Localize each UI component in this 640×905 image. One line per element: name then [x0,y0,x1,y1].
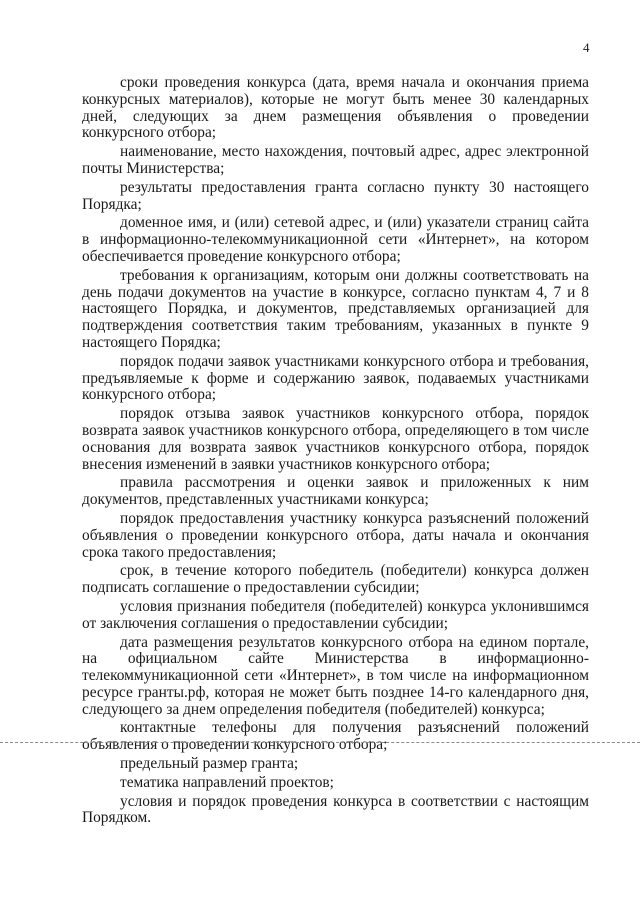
paragraph-clarifications: порядок предоставления участнику конкурса разъяснений положений объявления о проведении конкурсного отбора, даты начала и окончания срока такого предоставления; [82,509,589,561]
paragraph-grant-limit: предельный размер гранта; [120,755,299,773]
paragraph-website: доменное имя, и (или) сетевой адрес, и (или) указатели страниц сайта в информационно-телекоммуникационной сети «Интернет», на котором обеспечивается проведение конкурсного отбора; [82,214,589,265]
paragraph-contest-dates: сроки проведения конкурса (дата, время начала и окончания приема конкурсных материалов), которые не могут быть менее 30 календарных дней, следующих за днем размещения объявления о проведении конкурсного отбора; [82,74,589,142]
paragraph-contact-phones: контактные телефоны для получения разъяснений положений объявления о проведении конкурсного отбора; [82,719,589,754]
paragraph-application-procedure: порядок подачи заявок участниками конкурсного отбора и требования, предъявляемые к форме и содержанию заявок, подаваемых участниками конкурсного отбора; [82,352,589,404]
document-body [82,75,589,829]
paragraph-contest-conditions: условия и порядок проведения конкурса в соответствии с настоящим Порядком. [82,792,589,827]
paragraph-evasion-conditions: условия признания победителя (победителей) конкурса уклонившимся от заключения соглашения о предоставлении субсидии; [82,597,589,632]
paragraph-application-withdrawal: порядок отзыва заявок участников конкурсного отбора, порядок возврата заявок участников конкурсного отбора, определяющего в том числе основания для возврата заявок участников конкурсного отбора, порядок внесения изменений в заявки участников конкурсного отбора; [82,405,589,473]
paragraph-organization-requirements: требования к организациям, которым они должны соответствовать на день подачи документов на участие в конкурсе, согласно пунктам 4, 7 и 8 настоящего Порядка, и документов, представляемых организацией для подтверждения соответствия таким требованиям, указанных в пункте 9 настоящего Порядка; [82,266,589,351]
paragraph-evaluation-rules: правила рассмотрения и оценки заявок и приложенных к ним документов, представленных участниками конкурса; [82,474,589,509]
paragraph-project-topics: тематика направлений проектов; [120,773,334,791]
paragraph-ministry-address: наименование, место нахождения, почтовый адрес, адрес электронной почты Министерства; [82,143,589,177]
scan-artifact-line [0,742,640,743]
paragraph-grant-results: результаты предоставления гранта согласно пункту 30 настоящего Порядка; [82,178,589,213]
paragraph-results-publication: дата размещения результатов конкурсного отбора на едином портале, на официальном сайте Министерства в информационно-телекоммуникационной сети «Интернет», в том числе на информационном ресурсе гранты.рф, которая не может быть позднее 14-го календарного дня, следующего за днем определения победителя (победителей) конкурса; [82,633,589,718]
paragraph-signing-deadline: срок, в течение которого победитель (победители) конкурса должен подписать соглашение о предоставлении субсидии; [82,562,589,597]
page-number: 4 [583,40,590,55]
